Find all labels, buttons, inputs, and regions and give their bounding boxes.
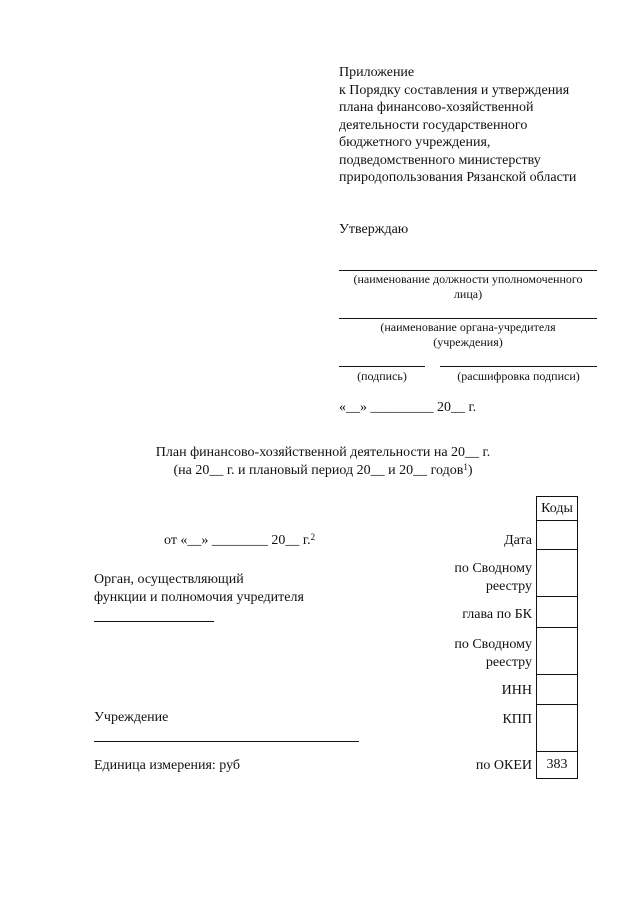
appendix-block bbox=[339, 64, 576, 187]
code-cell-date bbox=[536, 520, 578, 550]
founder-label-line: функции и полномочия учредителя bbox=[94, 589, 304, 605]
code-cell-svod-1 bbox=[536, 549, 578, 597]
appendix-line: деятельности государственного bbox=[339, 117, 528, 133]
code-label-okei: по ОКЕИ bbox=[475, 758, 532, 773]
position-caption bbox=[339, 272, 597, 302]
appendix-line: к Порядку составления и утверждения bbox=[339, 82, 570, 98]
org-line bbox=[339, 318, 597, 319]
appendix-line: бюджетного учреждения, bbox=[339, 135, 491, 150]
plan-title-line-2-end: ) bbox=[467, 462, 473, 478]
position-caption-line: (наименование должности уполномоченного bbox=[353, 272, 583, 286]
code-label-line: по Сводному bbox=[454, 637, 532, 652]
plan-title-line-2-text: (на 20__ г. и плановый период 20__ и 20__ годов bbox=[173, 462, 464, 478]
org-caption bbox=[339, 320, 597, 350]
code-cell-inn bbox=[536, 674, 578, 705]
plan-title-line-1: План финансово-хозяйственной деятельности на 20__ г. bbox=[155, 445, 491, 460]
founder-label bbox=[94, 571, 304, 606]
appendix-line: природопользования Рязанской области bbox=[339, 170, 577, 185]
footnote-2: 2 bbox=[310, 532, 316, 542]
approve-date: «__» _________ 20__ г. bbox=[339, 400, 477, 415]
founder-label-line: Орган, осуществляющий bbox=[94, 572, 244, 587]
org-caption-line: (наименование органа-учредителя bbox=[380, 320, 556, 334]
position-caption-line: лица) bbox=[453, 287, 483, 301]
appendix-line: Приложение bbox=[339, 65, 415, 80]
position-line bbox=[339, 270, 597, 271]
code-cell-okei: 383 bbox=[536, 751, 578, 779]
institution-label: Учреждение bbox=[94, 710, 169, 725]
codes-header: Коды bbox=[536, 496, 578, 521]
org-caption-line: (учреждения) bbox=[433, 335, 503, 349]
code-label-kpp: КПП bbox=[502, 712, 532, 727]
code-label-line: по Сводному bbox=[454, 561, 532, 576]
code-cell-kpp bbox=[536, 704, 578, 752]
decoding-caption: (расшифровка подписи) bbox=[457, 369, 580, 383]
code-label-line: реестру bbox=[485, 578, 532, 594]
institution-line bbox=[94, 741, 359, 742]
code-label-line: реестру bbox=[485, 654, 532, 670]
unit-label: Единица измерения: руб bbox=[94, 758, 241, 773]
date-from-text: от «__» ________ 20__ г. bbox=[164, 533, 311, 548]
plan-title bbox=[100, 444, 546, 479]
founder-line bbox=[94, 621, 214, 622]
appendix-line: плана финансово-хозяйственной bbox=[339, 100, 534, 115]
footnote-1: 1 bbox=[463, 461, 468, 472]
signature-caption: (подпись) bbox=[357, 369, 407, 383]
appendix-line: подведомственного министерству bbox=[339, 152, 541, 168]
decoding-line bbox=[440, 366, 597, 367]
date-from bbox=[164, 532, 315, 550]
code-cell-bk bbox=[536, 596, 578, 628]
code-label-svod-2 bbox=[400, 636, 532, 671]
code-label-date: Дата bbox=[504, 533, 532, 548]
code-label-svod-1 bbox=[400, 560, 532, 595]
plan-title-line-2 bbox=[100, 462, 546, 480]
code-label-inn: ИНН bbox=[501, 683, 532, 698]
signature-line bbox=[339, 366, 425, 367]
code-label-bk: глава по БК bbox=[462, 607, 532, 622]
approve-title: Утверждаю bbox=[339, 222, 409, 237]
code-cell-svod-2 bbox=[536, 627, 578, 675]
